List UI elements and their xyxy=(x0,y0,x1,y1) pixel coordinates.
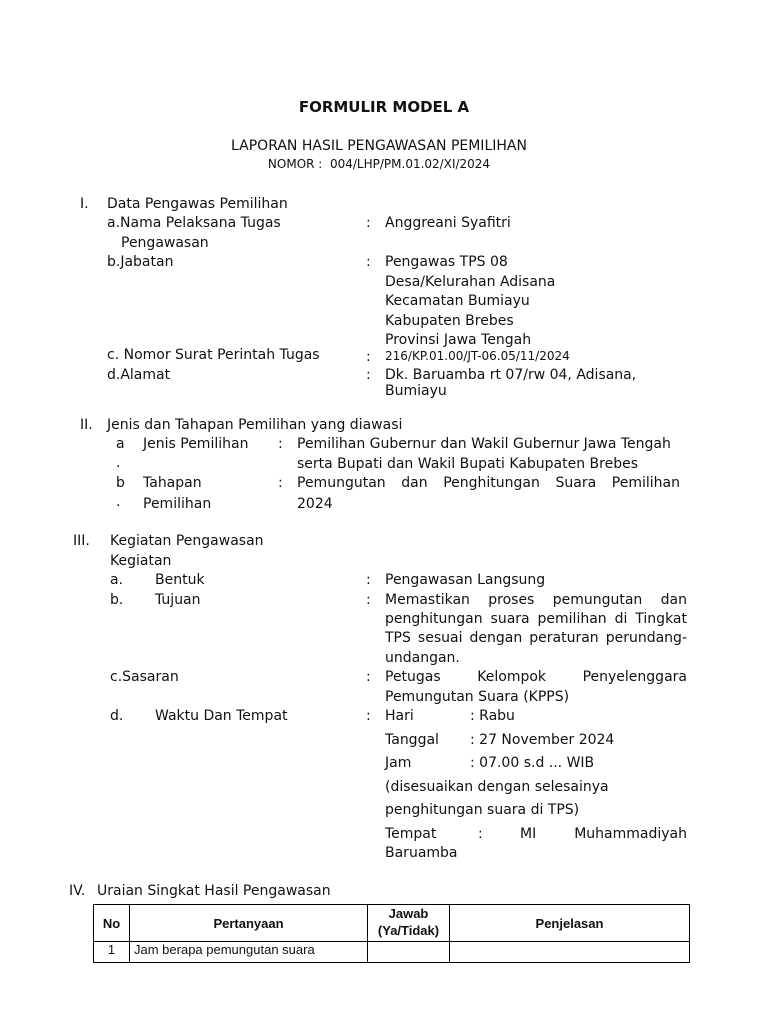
sasaran-line-2: Pemungutan Suara (KPPS) xyxy=(385,689,570,705)
bentuk-colon: : xyxy=(366,572,371,588)
jenis-line-1: Pemilihan Gubernur dan Wakil Gubernur Jawa Tengah xyxy=(297,436,671,452)
surat-label: c. Nomor Surat Perintah Tugas xyxy=(107,347,320,363)
waktu-colon: : xyxy=(366,708,371,724)
nama-value: Anggreani Syafitri xyxy=(385,215,511,231)
section-3-title-line2: Kegiatan xyxy=(110,553,172,569)
tujuan-letter: b. xyxy=(110,592,124,608)
jabatan-line-4: Kabupaten Brebes xyxy=(385,313,514,329)
waktu-label: Waktu Dan Tempat xyxy=(155,708,288,724)
header-penjelasan: Penjelasan xyxy=(450,905,690,942)
hari-label: Hari xyxy=(385,708,414,724)
jam-label: Jam xyxy=(385,755,412,771)
bentuk-label: Bentuk xyxy=(155,572,205,588)
tujuan-line-2: penghitungan suara pemilihan di Tingkat xyxy=(385,611,687,627)
nomor-value: 004/LHP/PM.01.02/XI/2024 xyxy=(329,157,491,171)
cell-pertanyaan: Jam berapa pemungutan suara xyxy=(130,942,368,963)
surat-value: 216/KP.01.00/JT-06.05/11/2024 xyxy=(385,349,570,363)
tempat-colon: : xyxy=(478,826,483,842)
tanggal-label: Tanggal xyxy=(385,732,439,748)
form-title: FORMULIR MODEL A xyxy=(298,98,470,116)
jabatan-line-3: Kecamatan Bumiayu xyxy=(385,293,530,309)
tanggal-value: : 27 November 2024 xyxy=(470,732,615,748)
alamat-label: d.Alamat xyxy=(107,367,171,383)
jabatan-line-2: Desa/Kelurahan Adisana xyxy=(385,274,556,290)
alamat-line-1: Dk. Baruamba rt 07/rw 04, Adisana, xyxy=(385,367,637,383)
table-header-row xyxy=(94,905,690,942)
nama-colon: : xyxy=(366,215,371,231)
sasaran-line-1: Petugas Kelompok Penyelenggara xyxy=(385,669,687,685)
waktu-letter: d. xyxy=(110,708,124,724)
section-2-number: II. xyxy=(80,417,93,433)
section-1-number: I. xyxy=(80,196,89,212)
jabatan-line-5: Provinsi Jawa Tengah xyxy=(385,332,532,348)
hasil-pengawasan-table xyxy=(93,904,690,963)
cell-penjelasan[interactable] xyxy=(450,942,690,963)
sasaran-colon: : xyxy=(366,669,371,685)
cell-no: 1 xyxy=(94,942,130,963)
report-number xyxy=(0,158,758,170)
tahapan-letter: b xyxy=(116,475,125,491)
section-2-title: Jenis dan Tahapan Pemilihan yang diawasi xyxy=(107,417,403,433)
jenis-letter: a xyxy=(116,436,125,452)
tempat-value-line-1: MI Muhammadiyah xyxy=(520,826,687,842)
jabatan-colon: : xyxy=(366,254,371,270)
nama-label-line1: a.Nama Pelaksana Tugas xyxy=(107,215,281,231)
header-jawab xyxy=(368,905,450,942)
alamat-colon: : xyxy=(366,367,371,383)
surat-colon: : xyxy=(366,349,371,365)
tahapan-letter-dot: . xyxy=(116,494,121,510)
tempat-value-line-2: Baruamba xyxy=(385,845,458,861)
jenis-line-2: serta Bupati dan Wakil Bupati Kabupaten Brebes xyxy=(297,456,639,472)
bentuk-value: Pengawasan Langsung xyxy=(385,572,546,588)
jenis-letter-dot: . xyxy=(116,455,121,471)
tempat-label: Tempat xyxy=(385,826,437,842)
waktu-note-line-2: penghitungan suara di TPS) xyxy=(385,802,580,818)
sasaran-label: c.Sasaran xyxy=(110,669,179,685)
cell-jawab[interactable] xyxy=(368,942,450,963)
section-4-number: IV. xyxy=(69,883,86,899)
alamat-line-2: Bumiayu xyxy=(385,383,447,399)
section-3-title-line1: Kegiatan Pengawasan xyxy=(110,533,264,549)
tahapan-colon: : xyxy=(278,475,283,491)
nama-label-line2: Pengawasan xyxy=(121,235,209,251)
section-4-title: Uraian Singkat Hasil Pengawasan xyxy=(97,883,331,899)
tahapan-line-1: Pemungutan dan Penghitungan Suara Pemilihan xyxy=(297,475,680,491)
tahapan-line-2: 2024 xyxy=(297,496,333,512)
jam-value: : 07.00 s.d ... WIB xyxy=(470,755,595,771)
report-subtitle: LAPORAN HASIL PENGAWASAN PEMILIHAN xyxy=(231,138,527,154)
header-no: No xyxy=(94,905,130,942)
nomor-label: NOMOR : xyxy=(267,157,323,171)
header-jawab-line1: Jawab xyxy=(388,906,429,922)
tahapan-label-line1: Tahapan xyxy=(143,475,202,491)
header-jawab-line2: (Ya/Tidak) xyxy=(377,923,440,938)
table-row xyxy=(94,942,690,963)
jabatan-label: b.Jabatan xyxy=(107,254,174,270)
section-3-number: III. xyxy=(73,533,90,549)
tujuan-line-3: TPS sesuai dengan peraturan perundang- xyxy=(385,630,687,646)
jenis-colon: : xyxy=(278,436,283,452)
bentuk-letter: a. xyxy=(110,572,124,588)
tahapan-label-line2: Pemilihan xyxy=(143,496,212,512)
hari-value: : Rabu xyxy=(470,708,515,724)
jenis-label: Jenis Pemilihan xyxy=(143,436,249,452)
tujuan-label: Tujuan xyxy=(155,592,201,608)
tujuan-colon: : xyxy=(366,592,371,608)
header-pertanyaan: Pertanyaan xyxy=(130,905,368,942)
jabatan-line-1: Pengawas TPS 08 xyxy=(385,254,508,270)
tujuan-line-1: Memastikan proses pemungutan dan xyxy=(385,592,687,608)
tujuan-line-4: undangan. xyxy=(385,650,460,666)
waktu-note-line-1: (disesuaikan dengan selesainya xyxy=(385,779,609,795)
section-1-title: Data Pengawas Pemilihan xyxy=(107,196,288,212)
